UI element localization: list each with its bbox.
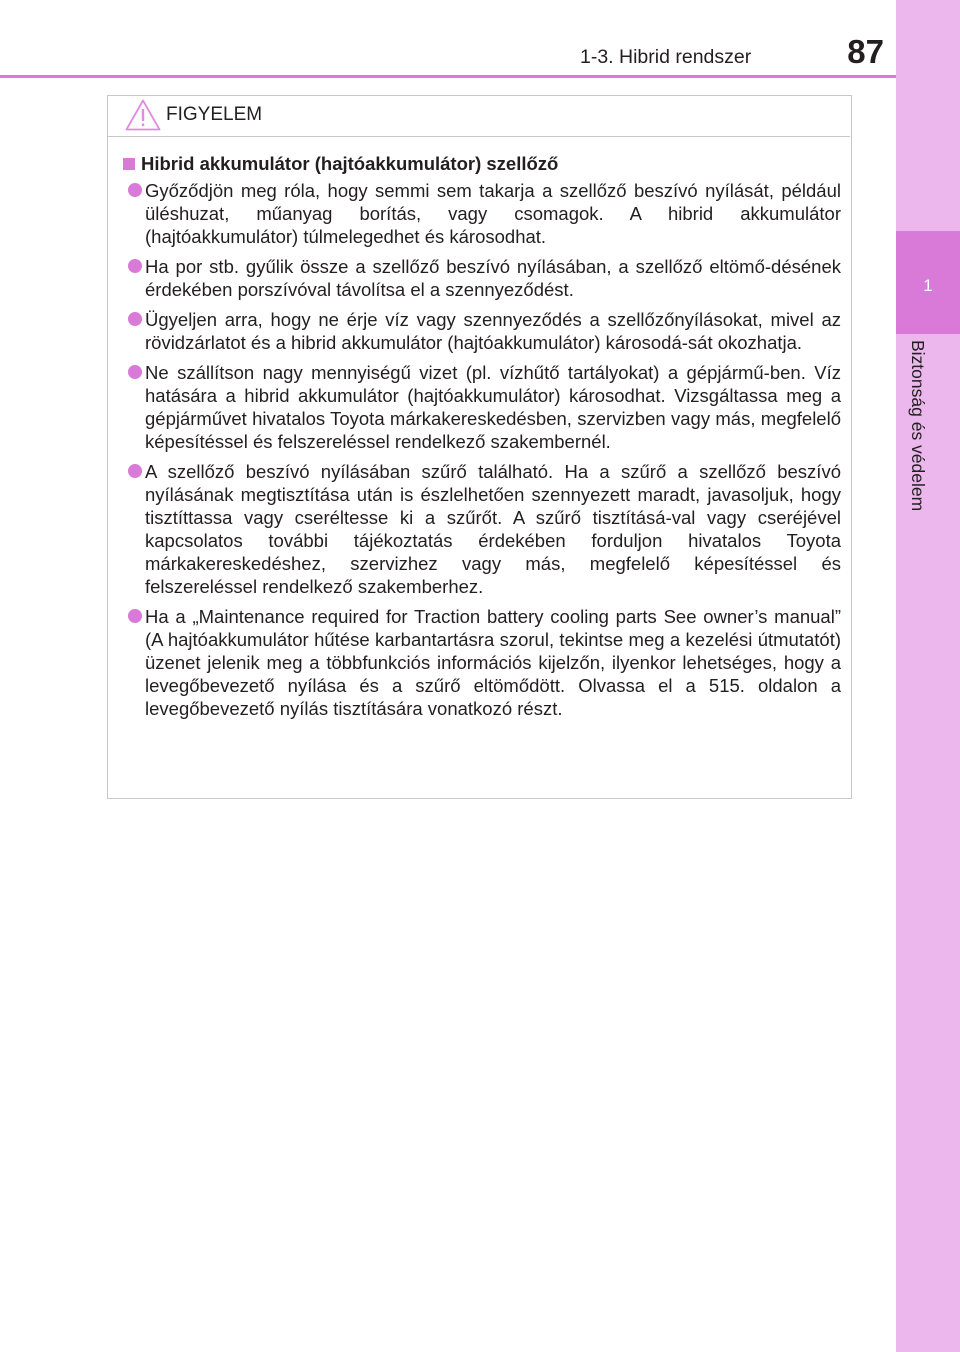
list-item xyxy=(128,361,841,453)
bullet-dot-icon xyxy=(128,365,142,379)
list-item xyxy=(128,460,841,598)
chapter-title: Biztonság és védelem xyxy=(908,340,928,512)
bullet-dot-icon xyxy=(128,464,142,478)
section-title: 1-3. Hibrid rendszer xyxy=(580,46,752,68)
list-item xyxy=(128,605,841,720)
list-item-text: Ne szállítson nagy mennyiségű vizet (pl. vízhűtő tartályokat) a gépjármű-ben. Víz hatására a hibrid akkumulátor (hajtóakkumulátor) károsodhat. Vizsgáltassa meg a gépjárművet hivatalos Toyota márkakereskedésben, szervizben vagy más, megfelelő képesítéssel és felszereléssel rendelkező szakembernél. xyxy=(145,362,841,452)
warning-header xyxy=(108,96,850,137)
list-item-text: Győződjön meg róla, hogy semmi sem takarja a szellőző beszívó nyílását, például üléshuzat, műanyag borítás, vagy csomagok. A hibrid akkumulátor (hajtóakkumulátor) túlmelegedhet és károsodhat. xyxy=(145,180,841,247)
list-item-text: Ha a „Maintenance required for Traction battery cooling parts See owner’s manual” (A hajtóakkumulátor hűtése karbantartásra szorul, tekintse meg a kezelési útmutatót) üzenet jelenik meg a többfunkciós információs kijelzőn, ilyenkor lehetséges, hogy a levegőbevezető nyílása és a szűrő eltömődött. Olvassa el a 515. oldalon a levegőbevezető nyílás tisztítására vonatkozó részt. xyxy=(145,606,841,719)
list-item-text: A szellőző beszívó nyílásában szűrő található. Ha a szűrő a szellőző beszívó nyílásának megtisztítása után is észlelhetően szennyezett maradt, javasoljuk, hogy tisztíttassa vagy cseréltesse ki a szűrőt. A szűrő tisztításá-val vagy cseréjével kapcsolatos további tájékoztatás érdekében forduljon hivatalos Toyota márkakereskedéshez, szervizhez vagy más, megfelelő képesítéssel és felszereléssel rendelkező szakemberhez. xyxy=(145,461,841,597)
list-item-text: Ha por stb. gyűlik össze a szellőző beszívó nyílásában, a szellőző eltömő-désének érdekében porszívóval távolítsa el a szennyeződést. xyxy=(145,256,841,300)
bullet-dot-icon xyxy=(128,609,142,623)
chapter-number: 1 xyxy=(923,276,933,295)
warning-bullet-list xyxy=(128,179,841,727)
bullet-dot-icon xyxy=(128,312,142,326)
chapter-side-tab xyxy=(896,0,960,1352)
warning-triangle-icon xyxy=(125,99,161,131)
header-rule xyxy=(0,75,896,78)
warning-title: FIGYELEM xyxy=(166,104,263,125)
square-bullet-icon xyxy=(123,158,135,170)
bullet-dot-icon xyxy=(128,183,142,197)
section-heading-text: Hibrid akkumulátor (hajtóakkumulátor) szellőző xyxy=(141,153,559,174)
bullet-dot-icon xyxy=(128,259,142,273)
list-item-text: Ügyeljen arra, hogy ne érje víz vagy szennyeződés a szellőzőnyílásokat, mivel az rövidzárlatot és a hibrid akkumulátor (hajtóakkumulátor) károsodá-sát okozhatja. xyxy=(145,309,841,353)
list-item xyxy=(128,308,841,354)
warning-box xyxy=(107,95,852,799)
page-number: 87 xyxy=(847,33,884,70)
list-item xyxy=(128,255,841,301)
section-heading xyxy=(123,153,843,175)
list-item xyxy=(128,179,841,248)
